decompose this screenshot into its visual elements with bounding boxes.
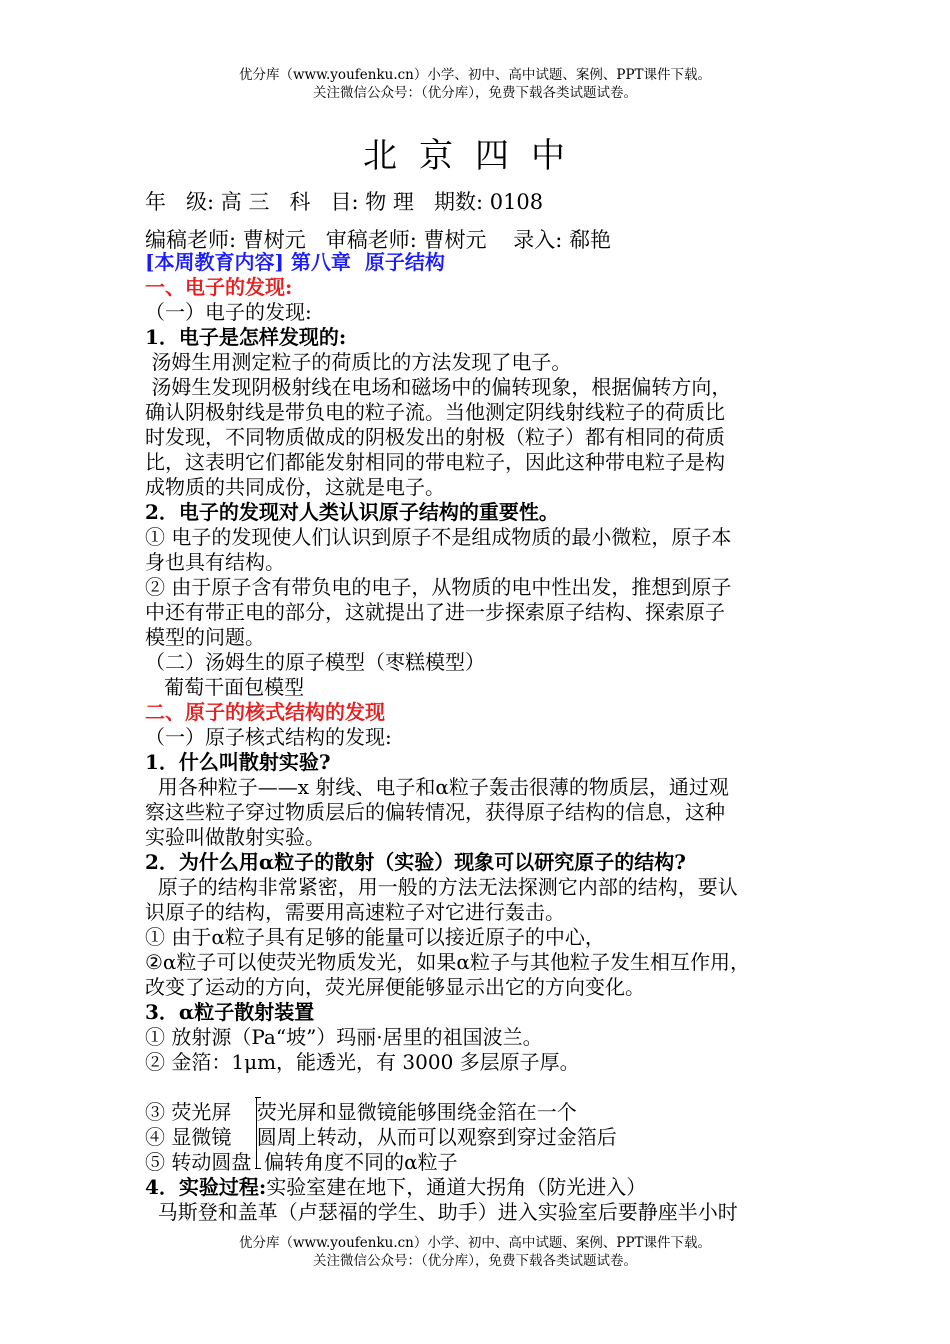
- paragraph-line: ② 金箔：1μm，能透光，有 3000 多层原子厚。: [145, 1050, 580, 1074]
- header-line-2: 关注微信公众号：（优分库），免费下载各类试题试卷。: [313, 85, 637, 101]
- paragraph-line: ④ 显微镜 圆周上转动，从而可以观察到穿过金箔后: [145, 1125, 617, 1149]
- question-3: 1．什么叫散射实验?: [145, 750, 331, 774]
- grade-subject-line: 年 级: 高 三 科 目: 物 理 期数: 0108: [145, 190, 544, 214]
- paragraph-line: 实验叫做散射实验。: [145, 825, 325, 849]
- paragraph-line: 中还有带正电的部分，这就提出了进一步探索原子结构、探索原子: [145, 600, 725, 624]
- question-6: 4．实验过程:: [145, 1175, 267, 1199]
- paragraph-line: 汤姆生用测定粒子的荷质比的方法发现了电子。: [145, 350, 572, 374]
- header-line-1: 优分库（www.youfenku.cn）小学、初中、高中试题、案例、PPT课件下载。: [238, 67, 712, 83]
- paragraph-line: ③ 荧光屏 荧光屏和显微镜能够围绕金箔在一个: [145, 1100, 577, 1124]
- bracket-divider: [256, 1097, 265, 1169]
- paragraph-line: 时发现，不同物质做成的阴极发出的射极（粒子）都有相同的荷质: [145, 425, 725, 449]
- question-2: 2．电子的发现对人类认识原子结构的重要性。: [145, 500, 559, 524]
- question-5: 3．α粒子散射装置: [145, 1000, 315, 1024]
- paragraph-line: 察这些粒子穿过物质层后的偏转情况，获得原子结构的信息，这种: [145, 800, 725, 824]
- paragraph-line: 葡萄干面包模型: [145, 675, 305, 699]
- section-2-heading: 二、原子的核式结构的发现: [145, 700, 385, 724]
- question-4: 2．为什么用α粒子的散射（实验）现象可以研究原子的结构?: [145, 850, 687, 874]
- question-6-text: 实验室建在地下，通道大拐角（防光进入）: [266, 1175, 647, 1199]
- paragraph-line: 马斯登和盖革（卢瑟福的学生、助手）进入实验室后要静座半小时: [145, 1200, 738, 1224]
- paragraph-line: ① 放射源（Pa“坡”）玛丽·居里的祖国波兰。: [145, 1025, 543, 1049]
- paragraph-line: ① 由于α粒子具有足够的能量可以接近原子的中心，: [145, 925, 605, 949]
- paragraph-line: ②α粒子可以使荧光物质发光，如果α粒子与其他粒子发生相互作用，: [145, 950, 750, 974]
- paragraph-line: 模型的问题。: [145, 625, 265, 649]
- paragraph-line: 用各种粒子——x 射线、电子和α粒子轰击很薄的物质层，通过观: [145, 775, 729, 799]
- footer-line-1: 优分库（www.youfenku.cn）小学、初中、高中试题、案例、PPT课件下载。: [238, 1235, 712, 1251]
- paragraph-line: 改变了运动的方向，荧光屏便能够显示出它的方向变化。: [145, 975, 645, 999]
- paragraph-line: 原子的结构非常紧密，用一般的方法无法探测它内部的结构，要认: [145, 875, 738, 899]
- editor-line: 编稿老师: 曹树元 审稿老师: 曹树元 录入: 郗艳: [145, 228, 611, 252]
- footer-line-2: 关注微信公众号：（优分库），免费下载各类试题试卷。: [313, 1253, 637, 1269]
- paragraph-line: 汤姆生发现阴极射线在电场和磁场中的偏转现象，根据偏转方向，: [145, 375, 732, 399]
- subsection-1-1: （一）电子的发现:: [145, 300, 312, 324]
- paragraph-line: ① 电子的发现使人们认识到原子不是组成物质的最小微粒，原子本: [145, 525, 732, 549]
- paragraph-line: ⑤ 转动圆盘 偏转角度不同的α粒子: [145, 1150, 458, 1174]
- paragraph-line: 身也具有结构。: [145, 550, 285, 574]
- paragraph-line: 识原子的结构，需要用高速粒子对它进行轰击。: [145, 900, 565, 924]
- page-title: 北京四中: [363, 136, 587, 176]
- section-1-heading: 一、电子的发现:: [145, 275, 293, 299]
- question-6-line: [145, 1175, 646, 1199]
- subsection-1-2: （二）汤姆生的原子模型（枣糕模型）: [145, 650, 485, 674]
- subsection-2-1: （一）原子核式结构的发现:: [145, 725, 392, 749]
- paragraph-line: 确认阴极射线是带负电的粒子流。当他测定阴线射线粒子的荷质比: [145, 400, 725, 424]
- topic-heading: [本周教育内容] 第八章 原子结构: [145, 250, 445, 274]
- paragraph-line: 比，这表明它们都能发射相同的带电粒子，因此这种带电粒子是构: [145, 450, 725, 474]
- paragraph-line: 成物质的共同成份，这就是电子。: [145, 475, 445, 499]
- paragraph-line: ② 由于原子含有带负电的电子，从物质的电中性出发，推想到原子: [145, 575, 732, 599]
- question-1: 1．电子是怎样发现的:: [145, 325, 347, 349]
